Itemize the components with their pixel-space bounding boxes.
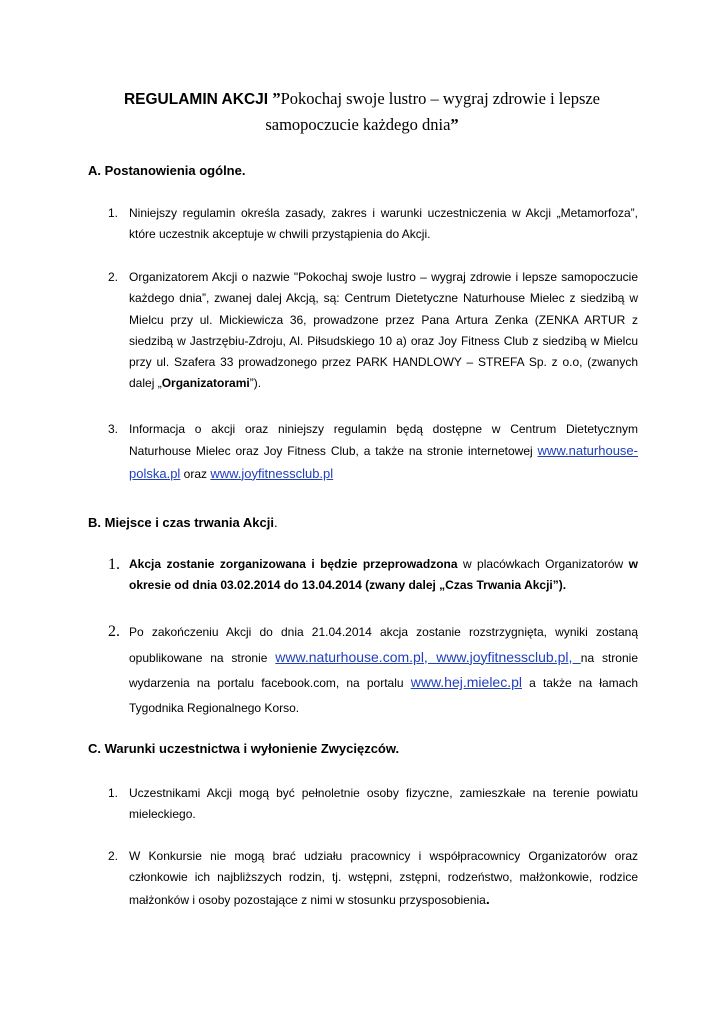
item-text: Uczestnikami Akcji mogą być pełnoletnie osoby fizyczne, zamieszkałe na terenie powiatu mieleckiego.: [129, 786, 638, 822]
item-text: [129, 554, 638, 597]
item-text: Niniejszy regulamin określa zasady, zakres i warunki uczestniczenia w Akcji „Metamorfoza”, które uczestnik akceptuje w chwili przystąpienia do Akcji.: [129, 206, 638, 242]
section-c-heading: C. Warunki uczestnictwa i wyłonienie Zwycięzców.: [88, 741, 400, 756]
item-text-part: w placówkach Organizatorów: [457, 557, 629, 571]
hej-mielec-link[interactable]: www.hej.mielec.pl: [410, 674, 522, 691]
section-b-heading: [88, 515, 278, 531]
item-text-part: a także na łamach Tygodnika Regionalnego Korso.: [129, 676, 638, 715]
item-text-part: oraz: [180, 466, 211, 481]
item-text-part: Po zakończeniu Akcji do dnia 21.04.2014 akcja zostanie rozstrzygnięta, wyniki zostaną opublikowane na stronie: [129, 625, 638, 665]
item-number: 2.: [108, 849, 119, 863]
item-text-bold: Akcja zostanie zorganizowana i będzie przeprowadzona: [129, 557, 458, 571]
section-b-item-1: [108, 554, 638, 597]
item-number: 2.: [108, 270, 119, 284]
item-number: 3.: [108, 422, 119, 436]
section-b-heading-dot: .: [273, 515, 278, 530]
joyfitnessclub-link[interactable]: www.joyfitnessclub.pl: [210, 465, 334, 481]
section-a-item-1: [108, 203, 638, 246]
section-b-heading-text: B. Miejsce i czas trwania Akcji: [88, 515, 274, 530]
item-text-bold: w okresie od dnia 03.02.2014 do 13.04.2014 (zwany dalej „Czas Trwania Akcji”).: [129, 557, 638, 593]
item-text-end: .: [485, 890, 490, 907]
organizers-term: Organizatorami: [161, 376, 250, 391]
item-text: [129, 267, 638, 395]
title-name: Pokochaj swoje lustro – wygraj zdrowie i lepsze samopoczucie każdego dnia: [265, 89, 601, 134]
item-text-part: W Konkursie nie mogą brać udziału pracownicy i współpracownicy Organizatorów oraz członkowie ich najbliższych rodzin, tj. wstępni, zstępni, rodzeństwo, małżonkowie, rodzice małżonków i osoby pozostające z nimi w stosunku przysposobienia: [129, 849, 638, 907]
item-text-part: Informacja o akcji oraz niniejszy regulamin będą dostępne w Centrum Dietetycznym Naturhouse Mielec oraz Joy Fitness Club, a także na stronie internetowej: [129, 422, 638, 459]
naturhouse-polska-link[interactable]: www.naturhouse-polska.pl: [129, 443, 638, 481]
section-c-item-2: [108, 846, 638, 911]
item-number: 2.: [108, 623, 120, 640]
item-text-part: Organizatorem Akcji o nazwie "Pokochaj swoje lustro – wygraj zdrowie i lepsze samopoczucie każdego dnia”, zwanej dalej Akcją, są: Centrum Dietetyczne Naturhouse Mielec z siedzibą w Mielcu przy ul. Mickiewicza 36, prowadzone przez Pana Artura Zenka (ZENKA ARTUR z siedzibą w Jastrzębiu-Zdroju, Al. Piłsudskiego 10 a) oraz Joy Fitness Club z siedzibą w Mielcu przy ul. Szafera 33 prowadzonego przez PARK HANDLOWY – STREFA Sp. z o.o, (zwanych dalej „: [129, 270, 638, 391]
section-a-heading: A. Postanowienia ogólne.: [88, 163, 246, 178]
item-text: [129, 846, 638, 911]
publication-links[interactable]: www.naturhouse.com.pl, www.joyfitnessclub.pl,: [275, 648, 581, 665]
item-text-part: ”).: [249, 376, 262, 391]
title-quote-open: ”: [272, 89, 281, 108]
item-text-part: na stronie wydarzenia na portalu facebook.com, na portalu: [129, 650, 638, 691]
title-quote-close: ”: [450, 115, 459, 134]
item-number: 1.: [108, 786, 119, 800]
section-a-item-2: [108, 267, 638, 395]
title-prefix: REGULAMIN AKCJI: [123, 91, 273, 108]
section-a-item-3: [108, 419, 638, 485]
item-text: [129, 620, 638, 720]
item-number: 1.: [108, 556, 120, 573]
item-number: 1.: [108, 206, 119, 220]
section-c-item-1: [108, 783, 638, 826]
item-text: [129, 419, 638, 485]
page-title: [80, 86, 644, 138]
section-b-item-2: [108, 620, 638, 720]
